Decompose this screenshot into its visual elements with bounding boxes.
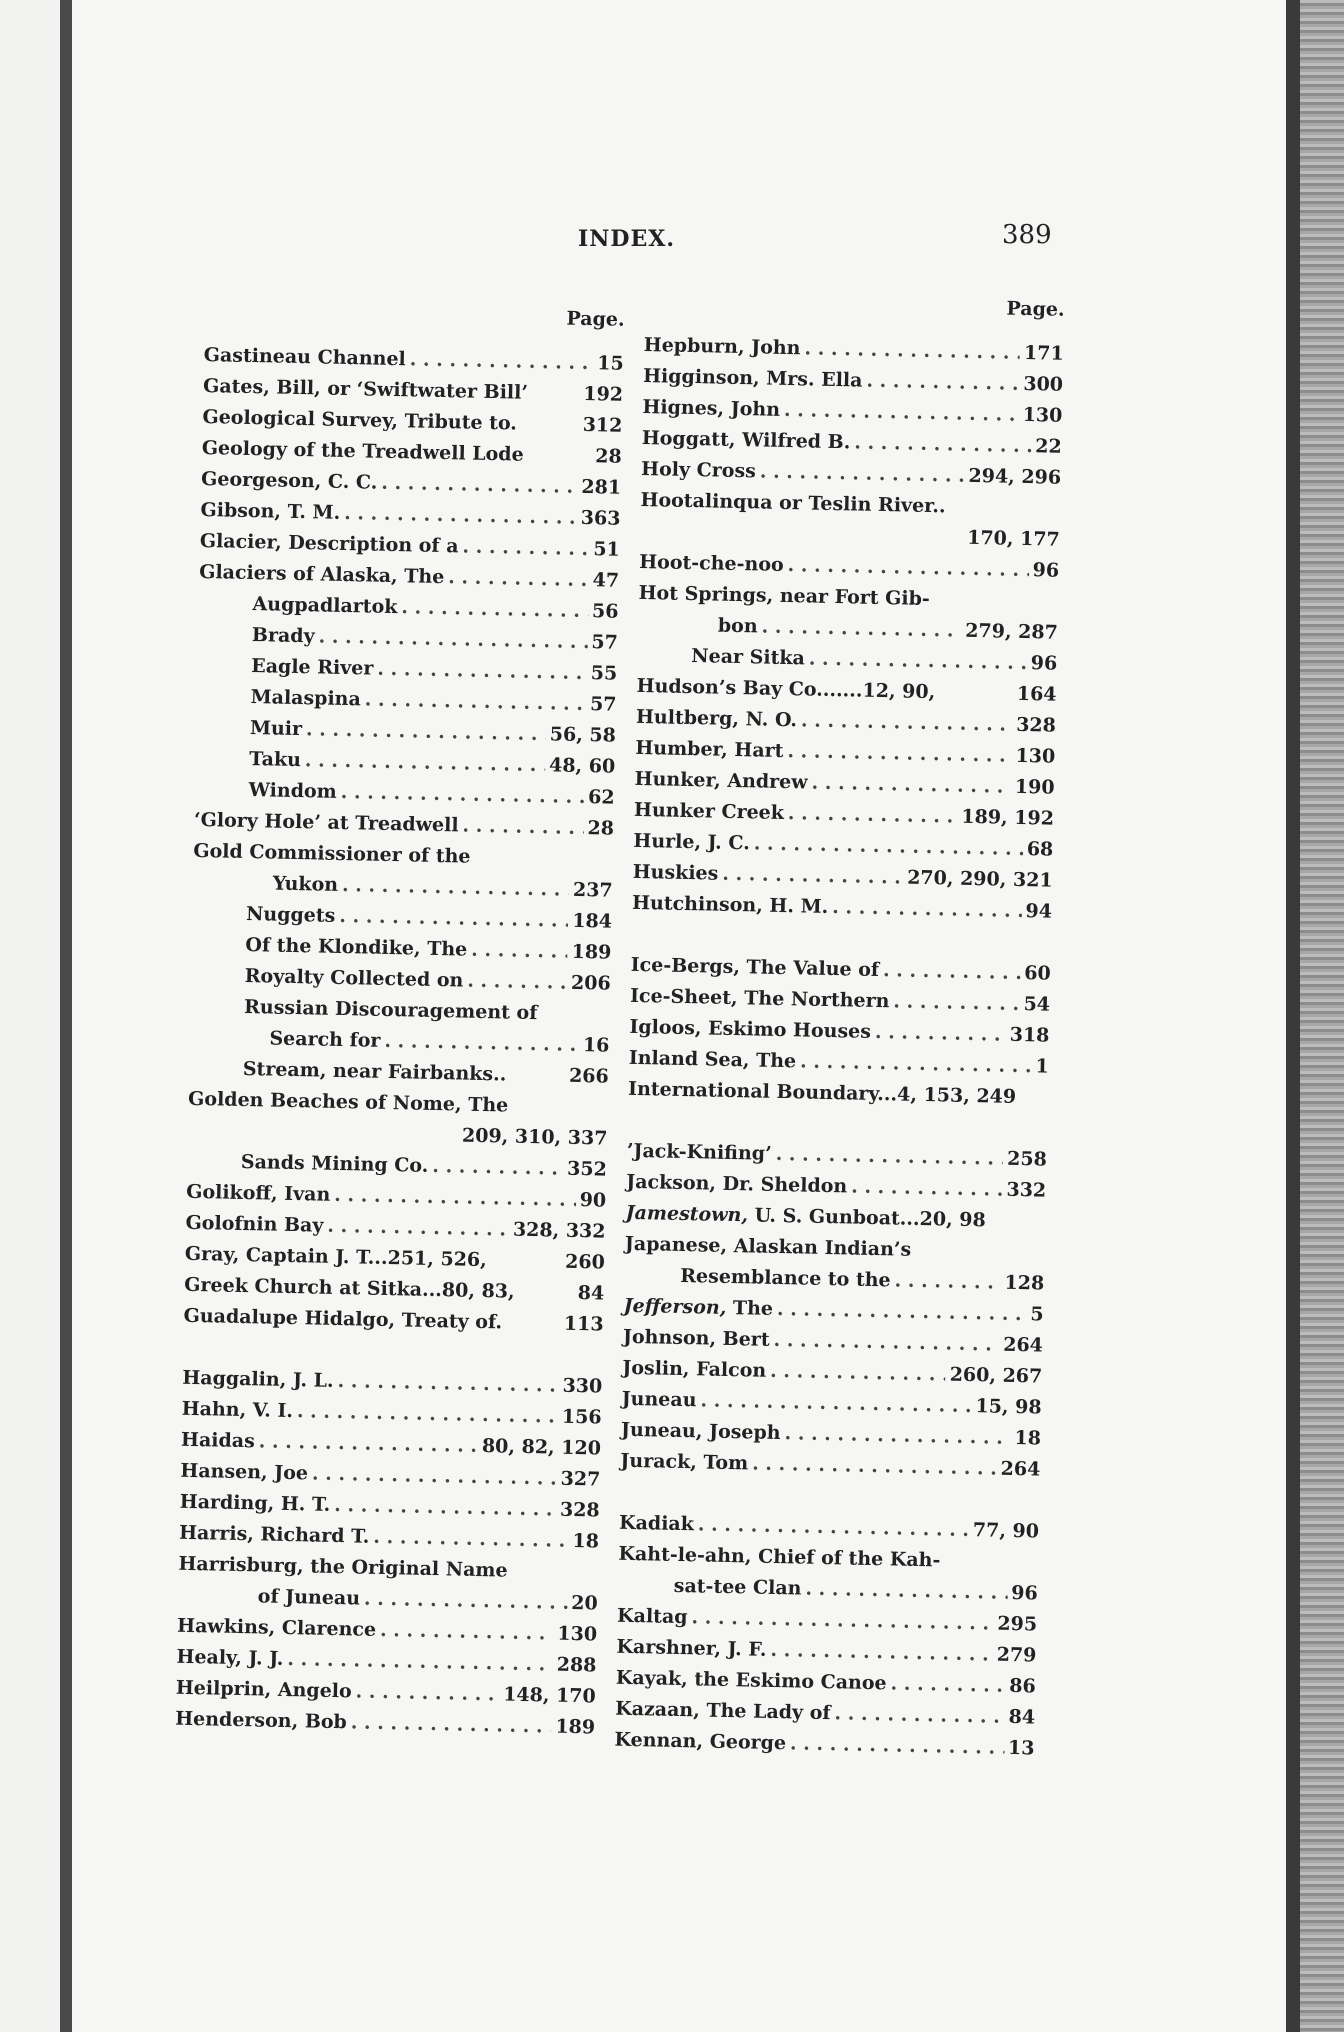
- index-entry-continuation: 170, 177: [967, 526, 1061, 551]
- index-entry: Huskies . . . 270, 290, 321: [632, 857, 1053, 897]
- index-entry: Haggalin, J. L. . . . 330: [182, 1363, 603, 1403]
- index-entry: ‘Glory Hole’ at Treadwell . . . 28: [194, 805, 615, 845]
- index-entry: Ice-Bergs, The Value of . . . 60: [630, 950, 1051, 990]
- index-entry: Gray, Captain J. T...251, 526, 260: [184, 1242, 606, 1274]
- index-entry: Glaciers of Alaska, The . . . 47: [199, 557, 620, 597]
- index-subentry: Royalty Collected on . . . 206: [190, 960, 611, 1000]
- index-entry: Hutchinson, H. M. . . . 94: [632, 888, 1053, 928]
- index-entry: Greek Church at Sitka...80, 83, 84: [184, 1273, 605, 1305]
- page-column-label: Page.: [1006, 297, 1065, 321]
- index-entry: Gold Commissioner of the: [193, 839, 471, 868]
- index-entry: Hootalinqua or Teslin River..: [640, 488, 946, 518]
- index-entry: Hot Springs, near Fort Gib-: [638, 581, 931, 611]
- index-entry: Heilprin, Angelo . . . 148, 170: [176, 1673, 597, 1713]
- index-entry: Kazaan, The Lady of . . . 84: [615, 1694, 1036, 1734]
- index-entry: Kayak, the Eskimo Canoe . . . 86: [616, 1663, 1037, 1703]
- index-entry: Hahn, V. I. . . . 156: [181, 1394, 602, 1434]
- index-entry: Japanese, Alaskan Indian’s: [624, 1232, 912, 1261]
- index-entry: Kaht-le-ahn, Chief of the Kah-: [618, 1542, 941, 1572]
- index-entry: Geology of the Treadwell Lode 28: [201, 436, 622, 468]
- page-edge-right: [1286, 0, 1300, 2032]
- index-subentry: Brady . . . 57: [198, 619, 619, 659]
- page-number: 389: [1002, 220, 1052, 250]
- book-cover-edge: [1300, 0, 1344, 2032]
- index-entry: Golofnin Bay . . . 328, 332: [185, 1208, 606, 1248]
- index-subentry: Windom . . . 62: [194, 774, 615, 814]
- index-entry: Karshner, J. F. . . . 279: [616, 1632, 1037, 1672]
- index-subentry: Muir . . . 56, 58: [196, 712, 617, 752]
- index-entry: Geological Survey, Tribute to. 312: [202, 405, 623, 437]
- index-subentry: Of the Klondike, The . . . 189: [191, 929, 612, 969]
- index-entry: Henderson, Bob . . . 189: [175, 1704, 596, 1744]
- index-entry: Inland Sea, The . . . 1: [628, 1043, 1049, 1083]
- index-entry: International Boundary...4, 153, 249: [627, 1077, 1017, 1108]
- index-entry: Jamestown, U. S. Gunboat...20, 98: [625, 1201, 986, 1232]
- index-entry: Hignes, John . . . 130: [642, 392, 1063, 432]
- index-entry: Gibson, T. M. . . . 363: [200, 495, 621, 535]
- index-entry: Georgeson, C. C. . . . 281: [201, 464, 622, 504]
- index-subentry: Sands Mining Co. . . . 352: [187, 1146, 608, 1186]
- index-entry: Golikoff, Ivan . . . 90: [186, 1177, 607, 1217]
- book-spine-left: [60, 0, 72, 2032]
- index-entry: Joslin, Falcon . . . 260, 267: [622, 1353, 1043, 1393]
- index-subentry: Eagle River . . . 55: [197, 650, 618, 690]
- index-entry: Hansen, Joe . . . 327: [180, 1456, 601, 1496]
- index-entry: Hurle, J. C. . . . 68: [633, 826, 1054, 866]
- index-subentry: Malaspina . . . 57: [196, 681, 617, 721]
- index-entry: Hepburn, John . . . 171: [643, 330, 1064, 370]
- index-entry: Hultberg, N. O. . . . 328: [636, 702, 1057, 742]
- index-entry: Kaltag . . . 295: [617, 1601, 1038, 1641]
- index-entry: Haidas . . . 80, 82, 120: [181, 1425, 602, 1465]
- index-subentry: Augpadlartok . . . 56: [198, 588, 619, 628]
- index-entry: Juneau . . . 15, 98: [621, 1384, 1042, 1424]
- index-subentry: Taku . . . 48, 60: [195, 743, 616, 783]
- index-entry: Gates, Bill, or ‘Swiftwater Bill’ 192: [202, 374, 624, 406]
- index-entry: Harrisburg, the Original Name: [178, 1552, 508, 1582]
- index-entry: ’Jack-Knifing’ . . . 258: [627, 1136, 1048, 1176]
- index-subentry: Russian Discouragement of: [243, 995, 538, 1025]
- index-entry-continuation: Resemblance to the . . . 128: [624, 1260, 1045, 1300]
- index-entry: Golden Beaches of Nome, The: [187, 1087, 509, 1117]
- index-entry: Kennan, George . . . 13: [614, 1725, 1035, 1765]
- index-entry: Johnson, Bert . . . 264: [623, 1322, 1044, 1362]
- index-column-right: [614, 286, 1065, 1764]
- index-entry: Glacier, Description of a . . . 51: [200, 526, 621, 566]
- page-column-label: Page.: [566, 307, 625, 331]
- index-subentry: Nuggets . . . 184: [192, 898, 613, 938]
- index-entry-continuation: of Juneau . . . 20: [177, 1580, 598, 1620]
- index-entry: Hunker Creek . . . 189, 192: [634, 795, 1055, 835]
- index-entry: Jefferson, The . . . 5: [623, 1291, 1044, 1331]
- index-subentry: Near Sitka . . . 96: [637, 640, 1058, 680]
- running-header-title: INDEX.: [578, 226, 675, 252]
- index-entry: Hoot-che-noo . . . 96: [639, 547, 1060, 587]
- index-entry: Hawkins, Clarence . . . 130: [177, 1611, 598, 1651]
- index-entry: Healy, J. J. . . . 288: [176, 1642, 597, 1682]
- index-entry: Humber, Hart . . . 130: [635, 733, 1056, 773]
- index-subentry: Stream, near Fairbanks.. 266: [242, 1057, 609, 1088]
- index-entry: Harris, Richard T. . . . 18: [179, 1518, 600, 1558]
- index-entry-continuation: 209, 310, 337: [461, 1124, 608, 1150]
- index-entry: Harding, H. T. . . . 328: [179, 1487, 600, 1527]
- index-entry: Jackson, Dr. Sheldon . . . 332: [626, 1167, 1047, 1207]
- index-entry-continuation: sat-tee Clan . . . 96: [617, 1570, 1038, 1610]
- index-entry: Ice-Sheet, The Northern . . . 54: [630, 981, 1051, 1021]
- index-entry: Kadiak . . . 77, 90: [619, 1508, 1040, 1548]
- index-entry: Juneau, Joseph . . . 18: [621, 1415, 1042, 1455]
- index-entry-continuation: Search for . . . 16: [189, 1022, 610, 1062]
- index-entry-continuation: Yukon . . . 237: [192, 867, 613, 907]
- index-entry: Hoggatt, Wilfred B. . . . 22: [641, 423, 1062, 463]
- index-entry: Higginson, Mrs. Ella . . . 300: [643, 361, 1064, 401]
- index-entry-continuation: bon . . . 279, 287: [638, 609, 1059, 649]
- index-entry: Hudson’s Bay Co.......12, 90, 164: [636, 674, 1057, 706]
- index-entry: Gastineau Channel . . . 15: [203, 340, 624, 380]
- index-entry: Holy Cross . . . 294, 296: [641, 454, 1062, 494]
- index-entry: Igloos, Eskimo Houses . . . 318: [629, 1012, 1050, 1052]
- index-column-left: [175, 296, 625, 1743]
- index-entry: Jurack, Tom . . . 264: [620, 1446, 1041, 1486]
- index-entry: Hunker, Andrew . . . 190: [634, 764, 1055, 804]
- index-entry: Guadalupe Hidalgo, Treaty of. 113: [183, 1304, 604, 1336]
